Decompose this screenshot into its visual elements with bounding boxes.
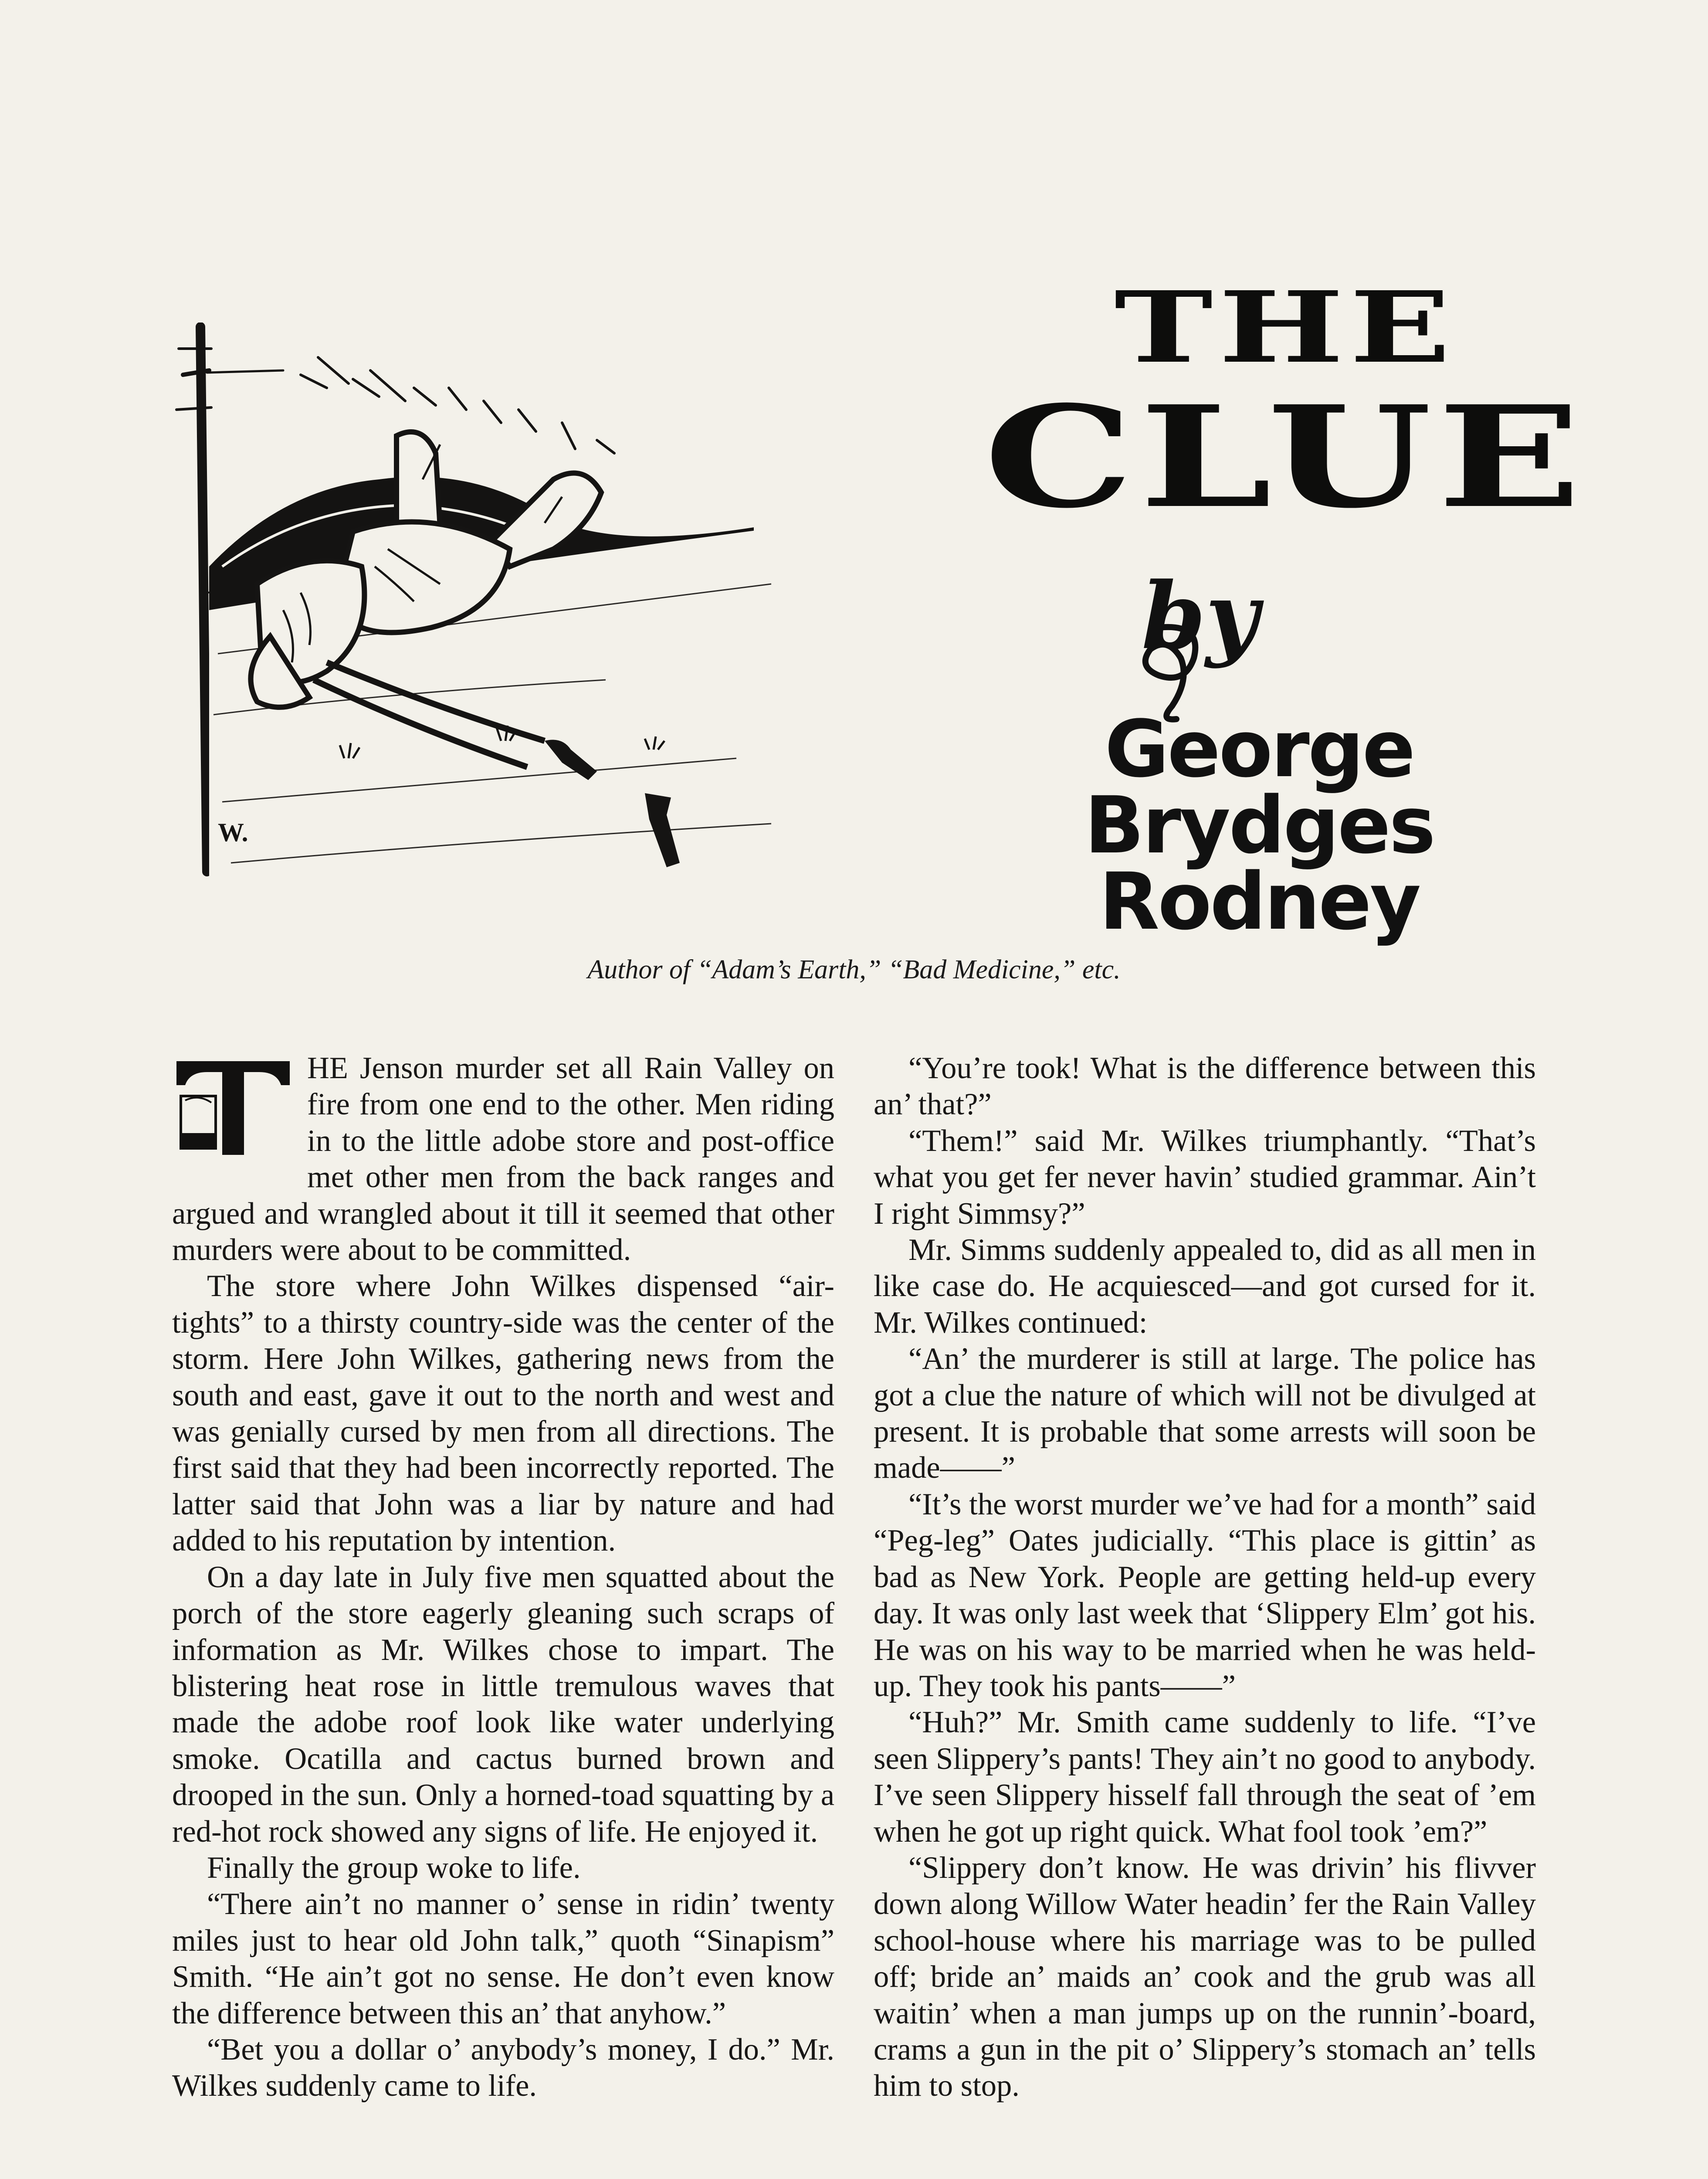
story-illustration bbox=[170, 322, 793, 902]
title-line-2: CLUE bbox=[984, 376, 1587, 539]
body-column-left bbox=[172, 1050, 834, 2104]
paragraph: Finally the group woke to life. bbox=[207, 1850, 581, 1885]
body-column-right bbox=[874, 1050, 1536, 2104]
paragraph: “Huh?” Mr. Smith came suddenly to life. “I’ve seen Slippery’s pants! They ain’t no good to anybody. I’ve seen Slippery hisself fall through the seat of ’em when he got up right quick. What fool took ’em?” bbox=[874, 1705, 1536, 1849]
svg-text:T: T bbox=[255, 1151, 258, 1156]
author-middle-name: Brydges bbox=[1084, 780, 1434, 871]
paragraph: “There ain’t no manner o’ sense in ridin’ twenty miles just to hear old John talk,” quoth “Sinapism” Smith. “He ain’t got no sense. He don’t even know the difference between this an’ that anyhow.” bbox=[172, 1887, 834, 2030]
title-line-1: THE bbox=[1114, 270, 1457, 385]
author-last-name: Rodney bbox=[1099, 856, 1420, 947]
author-first-name: George bbox=[1105, 704, 1414, 795]
paragraph: “Bet you a dollar o’ anybody’s money, I do.” Mr. Wilkes suddenly came to life. bbox=[172, 2032, 834, 2103]
paragraph: “Slippery don’t know. He was drivin’ his flivver down along Willow Water headin’ fer the Rain Valley school-house where his marriage was to be pulled off; bride an’ maids an’ cook and the grub was all waitin’ when a man jumps up on the runnin’-board, crams a gun in the pit o’ Slippery’s stomach an’ tells him to stop. bbox=[874, 1850, 1536, 2103]
illustration-drawing bbox=[170, 322, 793, 902]
drop-cap bbox=[172, 1055, 294, 1161]
paragraph: HE Jenson murder set all Rain Valley on fire from one end to the other. Men riding in to the little adobe store and post-office met other men from the back ranges and argued and wrangled about it till it seemed that other murders were about to be committed. bbox=[172, 1051, 834, 1267]
author-credit: Author of “Adam’s Earth,” “Bad Medicine,” etc. bbox=[587, 955, 1121, 984]
paragraph: “You’re took! What is the difference between this an’ that?” bbox=[874, 1051, 1536, 1122]
paragraph: On a day late in July five men squatted about the porch of the store eagerly gleaning such scraps of information as Mr. Wilkes chose to impart. The blistering heat rose in little tremulous waves that made the adobe roof look like water underlying smoke. Ocatilla and cactus burned brown and drooped in the sun. Only a horned-toad squatting by a red-hot rock showed any signs of life. He enjoyed it. bbox=[172, 1560, 834, 1849]
paragraph: “Them!” said Mr. Wilkes triumphantly. “That’s what you get fer never havin’ studied grammar. Ain’t I right Simmsy?” bbox=[874, 1123, 1536, 1231]
byline-by: by bbox=[1142, 562, 1259, 670]
paragraph: “An’ the murderer is still at large. The police has got a clue the nature of which will not be divulged at present. It is probable that some arrests will soon be made——” bbox=[874, 1342, 1536, 1485]
paragraph: Mr. Simms suddenly appealed to, did as all men in like case do. He acquiesced—and got cursed for it. Mr. Wilkes continued: bbox=[874, 1233, 1536, 1340]
illustrator-signature: W. bbox=[218, 818, 248, 847]
paragraph: The store where John Wilkes dispensed “air-tights” to a thirsty country-side was the center of the storm. Here John Wilkes, gathering news from the south and east, gave it out to the north and west and was genially cursed by men from all directions. The first said that they had been incorrectly reported. The latter said that John was a liar by nature and had added to his reputation by intention. bbox=[172, 1269, 834, 1558]
paragraph: “It’s the worst murder we’ve had for a month” said “Peg-leg” Oates judicially. “This place is gittin’ as bad as New York. People are getting held-up every day. It was only last week that ‘Slippery Elm’ got his. He was on his way to be married when he was held-up. They took his pants——” bbox=[874, 1487, 1536, 1703]
